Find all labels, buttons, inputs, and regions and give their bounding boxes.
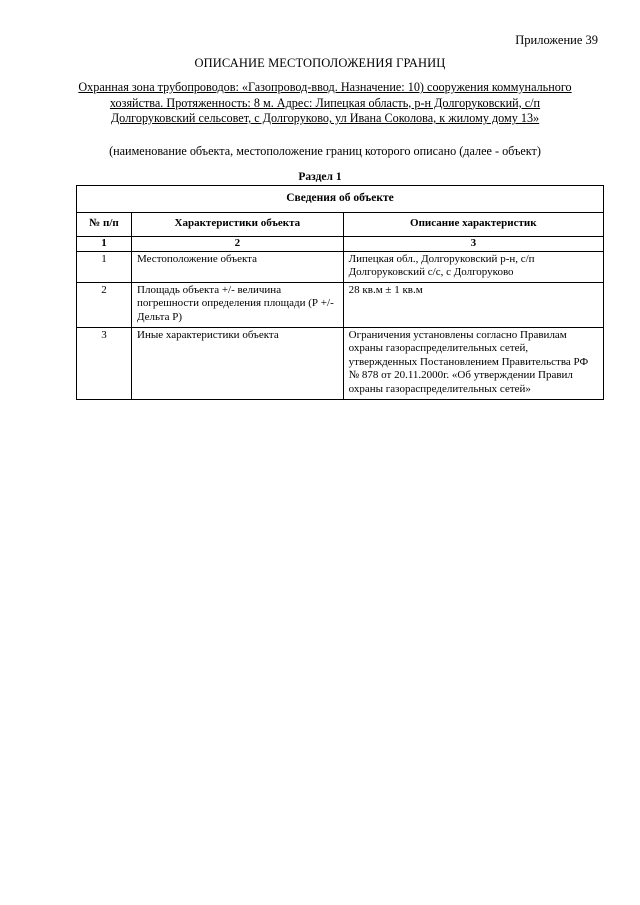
appendix-label: Приложение 39 bbox=[515, 33, 598, 47]
row-description: 28 кв.м ± 1 кв.м bbox=[343, 282, 603, 327]
table-row bbox=[77, 251, 604, 282]
column-number: 1 bbox=[77, 237, 132, 252]
row-number: 2 bbox=[77, 282, 132, 327]
row-characteristic: Местоположение объекта bbox=[132, 251, 344, 282]
header-description: Описание характеристик bbox=[343, 213, 603, 237]
column-number: 2 bbox=[132, 237, 344, 252]
column-number-row bbox=[77, 237, 604, 252]
row-number: 1 bbox=[77, 251, 132, 282]
object-caption: (наименование объекта, местоположение границ которого описано (далее - объект) bbox=[109, 144, 541, 158]
table-caption: Сведения об объекте bbox=[77, 186, 604, 213]
table-caption-row bbox=[77, 186, 604, 213]
section-title: Раздел 1 bbox=[298, 171, 342, 183]
document-title: ОПИСАНИЕ МЕСТОПОЛОЖЕНИЯ ГРАНИЦ bbox=[194, 56, 446, 70]
object-info-table bbox=[76, 185, 604, 400]
table-row bbox=[77, 282, 604, 327]
header-number: № п/п bbox=[77, 213, 132, 237]
table-row bbox=[77, 327, 604, 399]
column-number: 3 bbox=[343, 237, 603, 252]
row-description: Ограничения установлены согласно Правилам охраны газораспределительных сетей, утвержденных Постановлением Правительства РФ № 878 от 20.11.2000г. «Об утверждении Правил охраны газораспределительных сетей» bbox=[343, 327, 603, 399]
row-number: 3 bbox=[77, 327, 132, 399]
row-characteristic: Площадь объекта +/- величина погрешности определения площади (Р +/- Дельта Р) bbox=[132, 282, 344, 327]
object-description: Охранная зона трубопроводов: «Газопровод-ввод. Назначение: 10) сооружения коммунального хозяйства. Протяженность: 8 м. Адрес: Липецкая область, р-н Долгоруковский, с/п Долгоруковский сельсовет, с Долгоруково, ул Ивана Соколова, к жилому дому 13» bbox=[78, 80, 572, 126]
table-header-row bbox=[77, 213, 604, 237]
header-characteristic: Характеристики объекта bbox=[132, 213, 344, 237]
row-description: Липецкая обл., Долгоруковский р-н, с/п Долгоруковский с/с, с Долгоруково bbox=[343, 251, 603, 282]
row-characteristic: Иные характеристики объекта bbox=[132, 327, 344, 399]
